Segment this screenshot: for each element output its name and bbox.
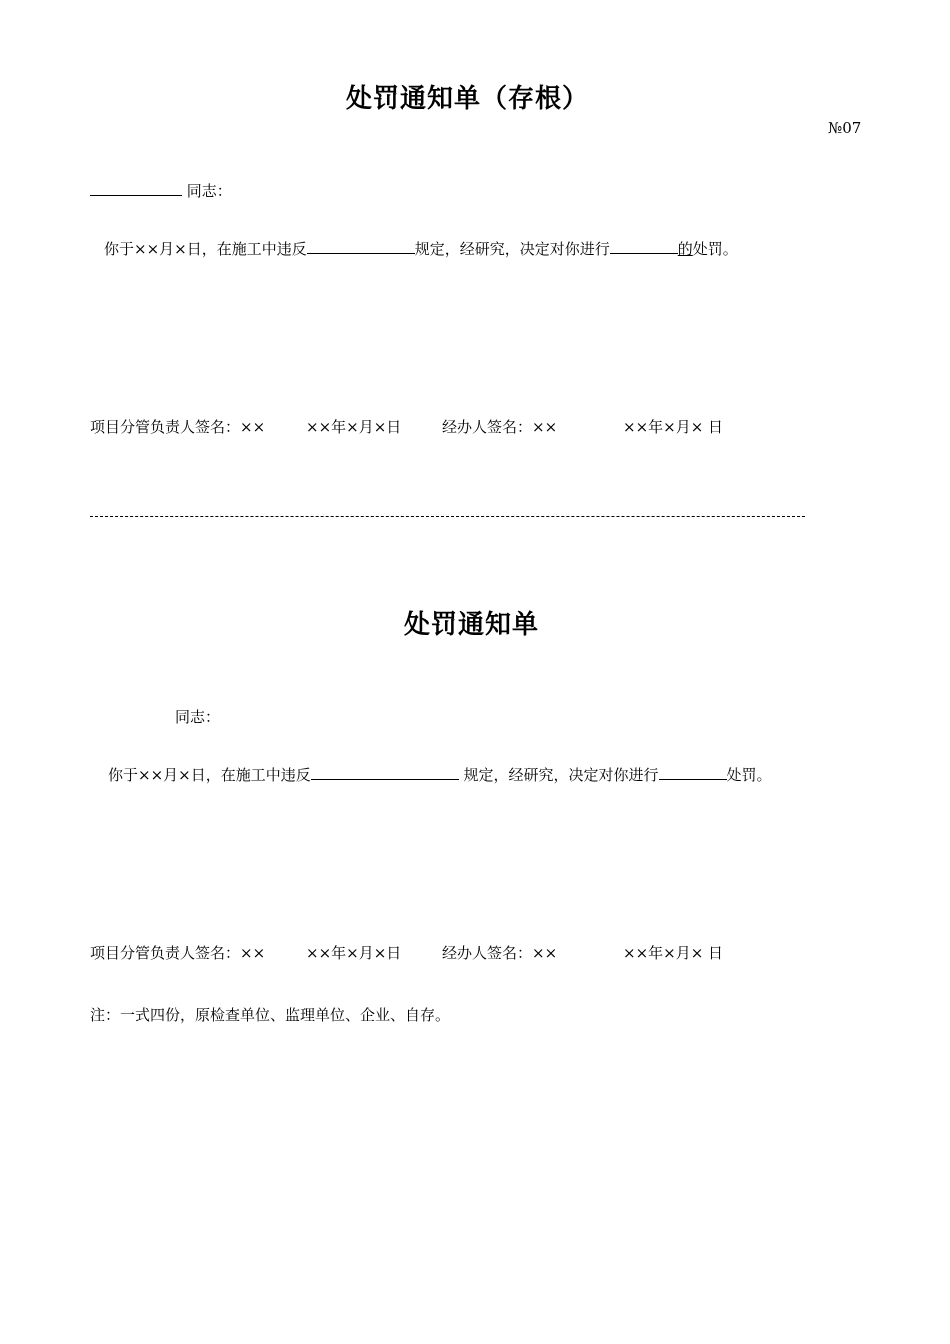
stub-handler-signature: 经办人签名：××	[442, 418, 558, 436]
stub-body-part3: 的	[677, 240, 693, 258]
stub-body	[104, 238, 738, 259]
notice-body	[108, 764, 772, 785]
notice-handler-signature: 经办人签名：××	[442, 944, 558, 962]
stub-body-part4: 处罚。	[692, 240, 738, 258]
stub-body-part2: 规定，经研究，决定对你进行	[414, 240, 610, 258]
form-number: №07	[828, 119, 862, 137]
stub-manager-date: ××年×月×日	[306, 418, 402, 436]
notice-regulation-blank[interactable]	[311, 765, 459, 780]
stub-title: 处罚通知单（存根）	[346, 84, 590, 114]
notice-penalty-blank[interactable]	[659, 765, 727, 780]
cut-divider	[90, 516, 805, 517]
stub-body-part1: 你于××月×日，在施工中违反	[104, 240, 307, 258]
notice-manager-signature: 项目分管负责人签名：××	[90, 944, 266, 962]
regulation-blank[interactable]	[307, 239, 415, 254]
notice-body-part3: 处罚。	[726, 766, 772, 784]
name-blank[interactable]	[90, 181, 182, 196]
stub-salutation: 同志：	[186, 182, 232, 200]
stub-manager-signature: 项目分管负责人签名：××	[90, 418, 266, 436]
notice-body-part2: 规定，经研究，决定对你进行	[463, 766, 659, 784]
notice-body-part1: 你于××月×日，在施工中违反	[108, 766, 311, 784]
stub-handler-date: ××年×月× 日	[623, 418, 724, 436]
stub-salutation-line	[90, 180, 232, 201]
notice-salutation: 同志：	[175, 708, 221, 726]
notice-manager-date: ××年×月×日	[306, 944, 402, 962]
notice-title: 处罚通知单	[404, 610, 540, 640]
notice-handler-date: ××年×月× 日	[623, 944, 724, 962]
notice-note: 注：一式四份，原检查单位、监理单位、企业、自存。	[90, 1006, 451, 1024]
penalty-blank[interactable]	[610, 239, 678, 254]
